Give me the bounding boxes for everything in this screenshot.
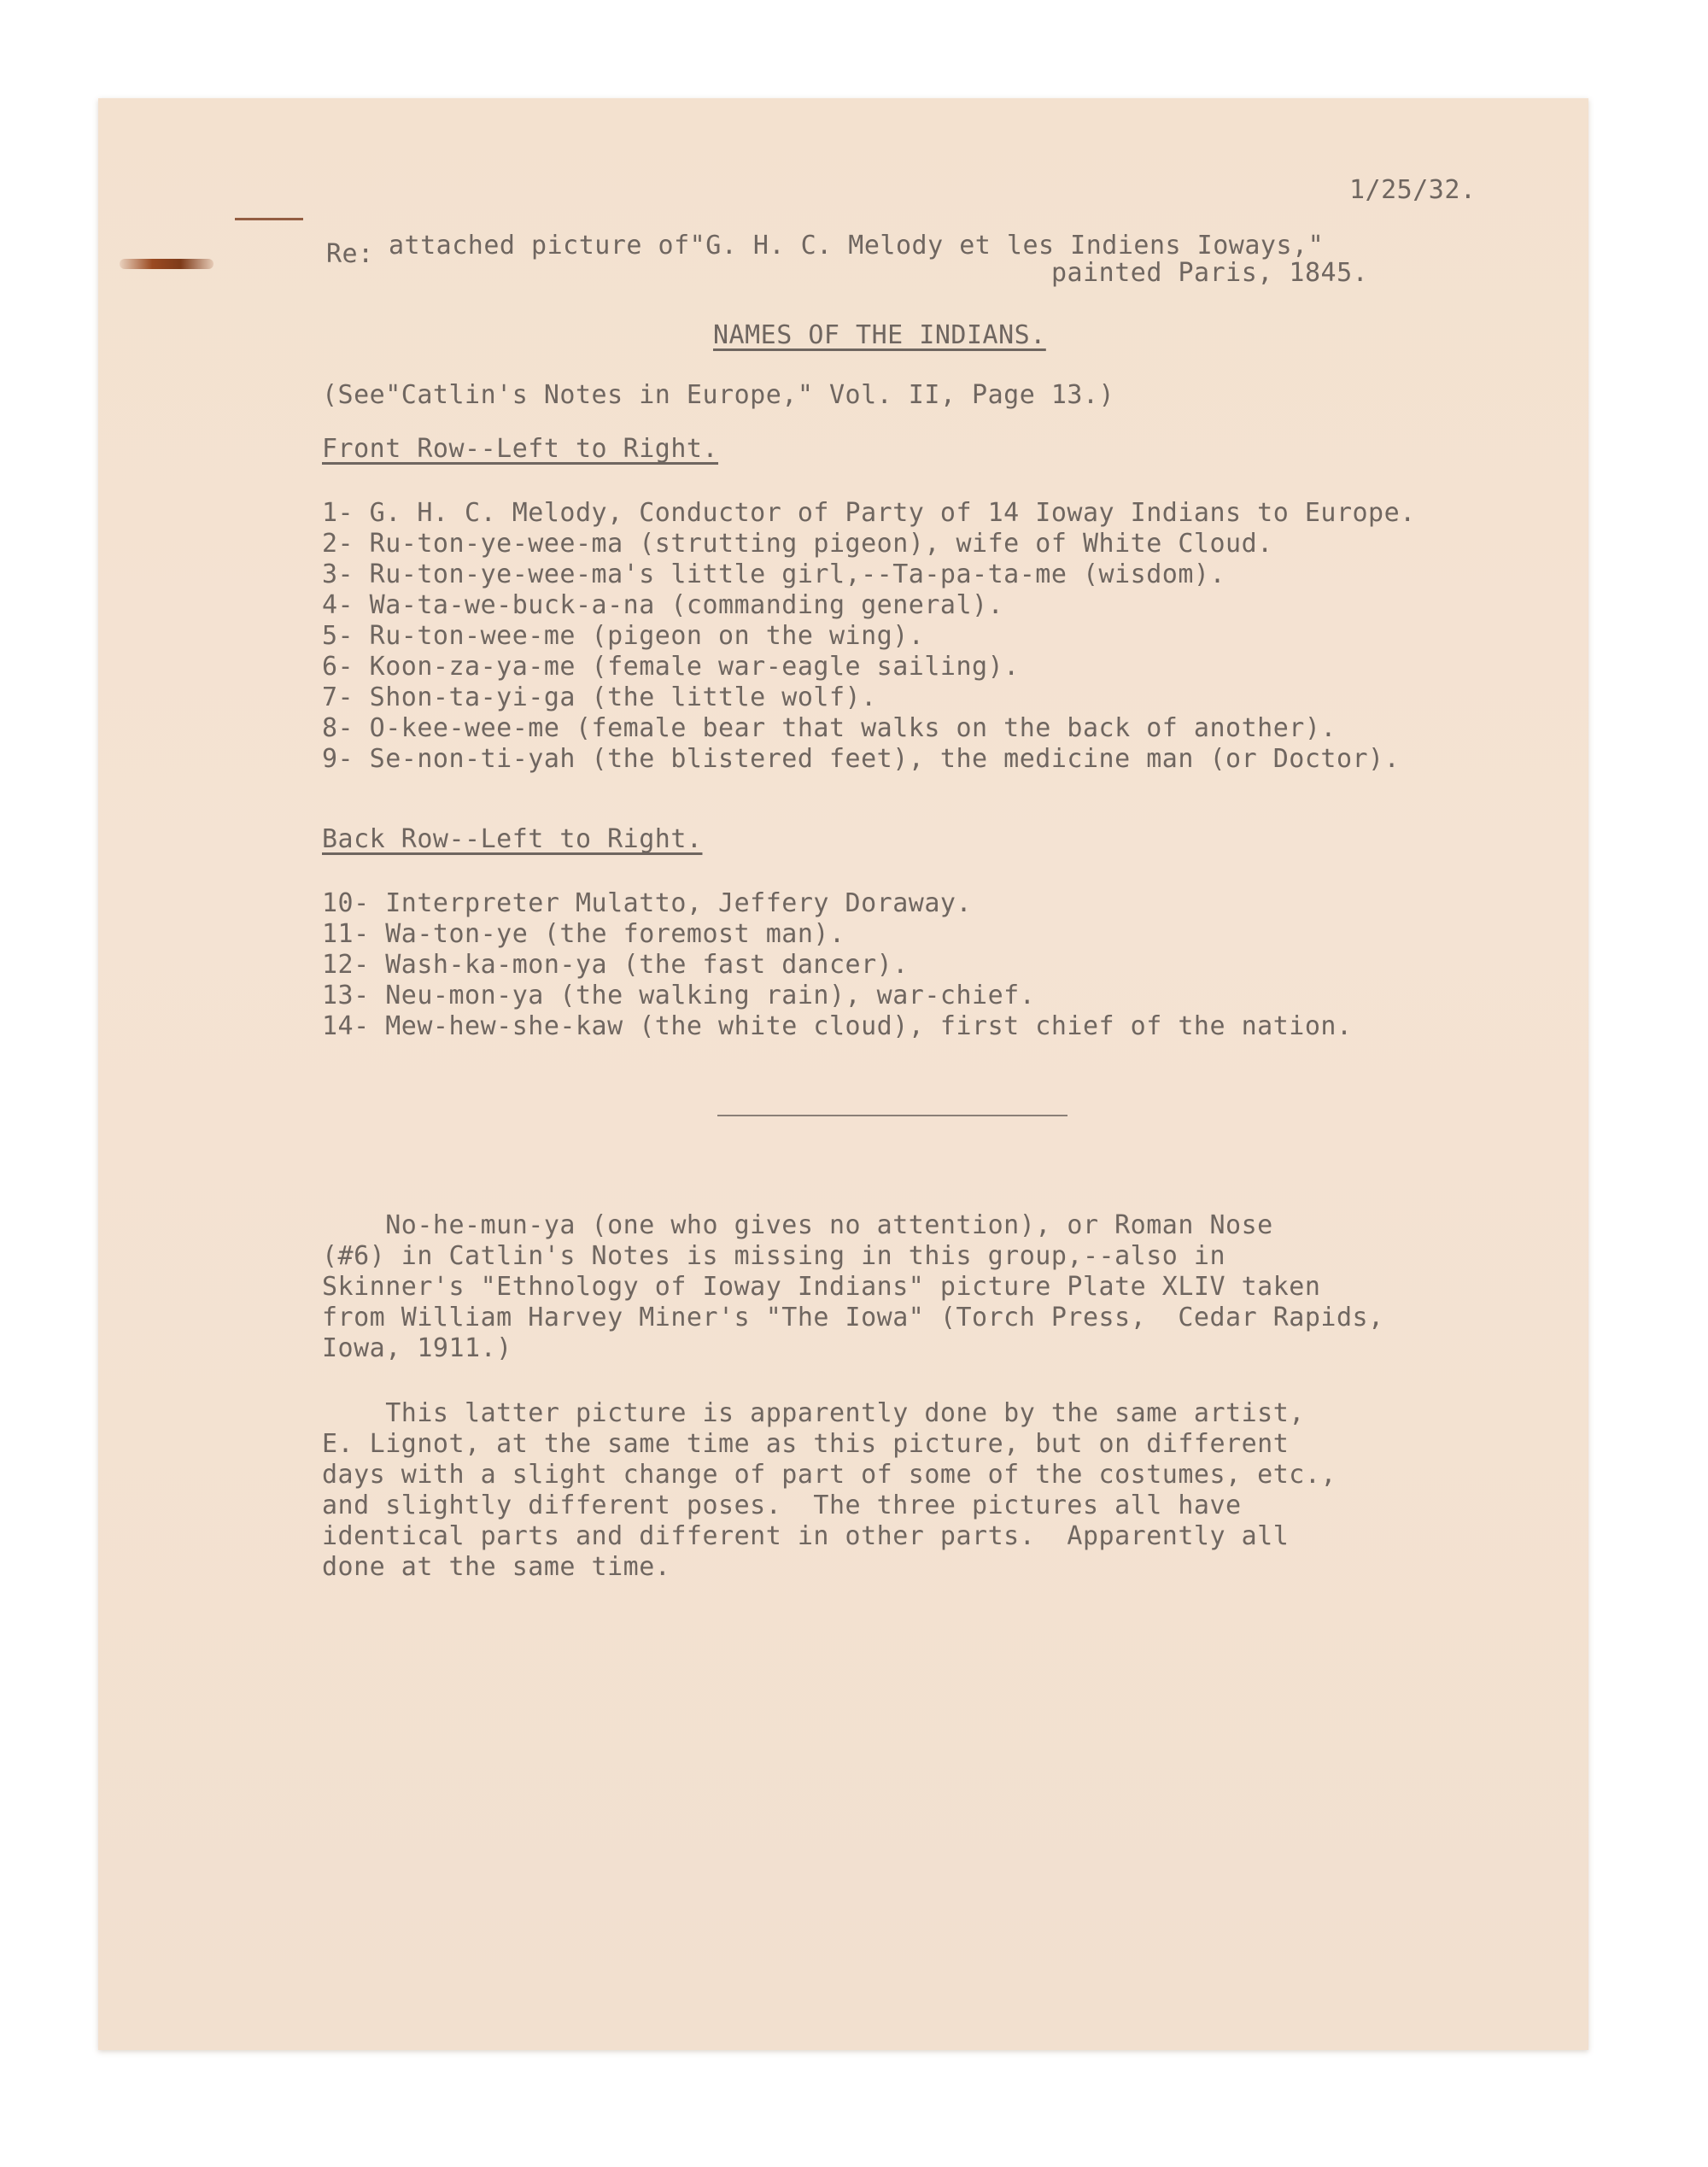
list-item: 2- Ru-ton-ye-wee-ma (strutting pigeon), wife of White Cloud. xyxy=(322,529,1273,559)
paragraph-line: (#6) in Catlin's Notes is missing in this group,--also in xyxy=(322,1241,1226,1271)
reference-note: (See"Catlin's Notes in Europe," Vol. II, Page 13.) xyxy=(322,380,1115,410)
list-item: 13- Neu-mon-ya (the walking rain), war-chief. xyxy=(322,981,1036,1010)
date: 1/25/32. xyxy=(1349,175,1477,205)
page-heading: NAMES OF THE INDIANS. xyxy=(713,320,1046,350)
list-item: 10- Interpreter Mulatto, Jeffery Doraway. xyxy=(322,888,973,918)
rust-mark xyxy=(235,218,303,220)
list-item: 1- G. H. C. Melody, Conductor of Party of 14 Ioway Indians to Europe. xyxy=(322,498,1416,528)
list-item: 11- Wa-ton-ye (the foremost man). xyxy=(322,919,845,949)
paragraph-line: Skinner's "Ethnology of Ioway Indians" picture Plate XLIV taken xyxy=(322,1272,1321,1302)
list-item: 9- Se-non-ti-yah (the blistered feet), the medicine man (or Doctor). xyxy=(322,744,1401,774)
paragraph-line: Iowa, 1911.) xyxy=(322,1333,512,1363)
paragraph-line: No-he-mun-ya (one who gives no attention), or Roman Nose xyxy=(322,1210,1273,1240)
re-line-1: attached picture of"G. H. C. Melody et les Indiens Ioways," xyxy=(389,231,1325,261)
list-item: 6- Koon-za-ya-me (female war-eagle sailing). xyxy=(322,652,1020,682)
list-item: 5- Ru-ton-wee-me (pigeon on the wing). xyxy=(322,621,925,651)
re-label: Re: xyxy=(326,239,374,269)
back-row-title: Back Row--Left to Right. xyxy=(322,824,703,854)
paragraph-line: from William Harvey Miner's "The Iowa" (Torch Press, Cedar Rapids, xyxy=(322,1303,1384,1332)
paragraph-line: This latter picture is apparently done by the same artist, xyxy=(322,1398,1305,1428)
paragraph-line: identical parts and different in other parts. Apparently all xyxy=(322,1521,1290,1551)
rust-stain xyxy=(120,259,214,269)
list-item: 14- Mew-hew-she-kaw (the white cloud), first chief of the nation. xyxy=(322,1011,1353,1041)
list-item: 12- Wash-ka-mon-ya (the fast dancer). xyxy=(322,950,909,980)
paragraph-line: done at the same time. xyxy=(322,1552,671,1582)
front-row-title: Front Row--Left to Right. xyxy=(322,434,719,464)
paragraph-line: days with a slight change of part of some of the costumes, etc., xyxy=(322,1460,1337,1490)
list-item: 4- Wa-ta-we-buck-a-na (commanding general). xyxy=(322,590,1004,620)
paragraph-line: E. Lignot, at the same time as this picture, but on different xyxy=(322,1429,1290,1459)
re-line-2: painted Paris, 1845. xyxy=(1051,258,1369,288)
paragraph-line: and slightly different poses. The three pictures all have xyxy=(322,1491,1242,1520)
list-item: 7- Shon-ta-yi-ga (the little wolf). xyxy=(322,682,877,712)
list-item: 3- Ru-ton-ye-wee-ma's little girl,--Ta-pa-ta-me (wisdom). xyxy=(322,559,1226,589)
typed-letter-page xyxy=(98,98,1588,2050)
separator-rule xyxy=(717,1115,1068,1116)
list-item: 8- O-kee-wee-me (female bear that walks on the back of another). xyxy=(322,713,1337,743)
